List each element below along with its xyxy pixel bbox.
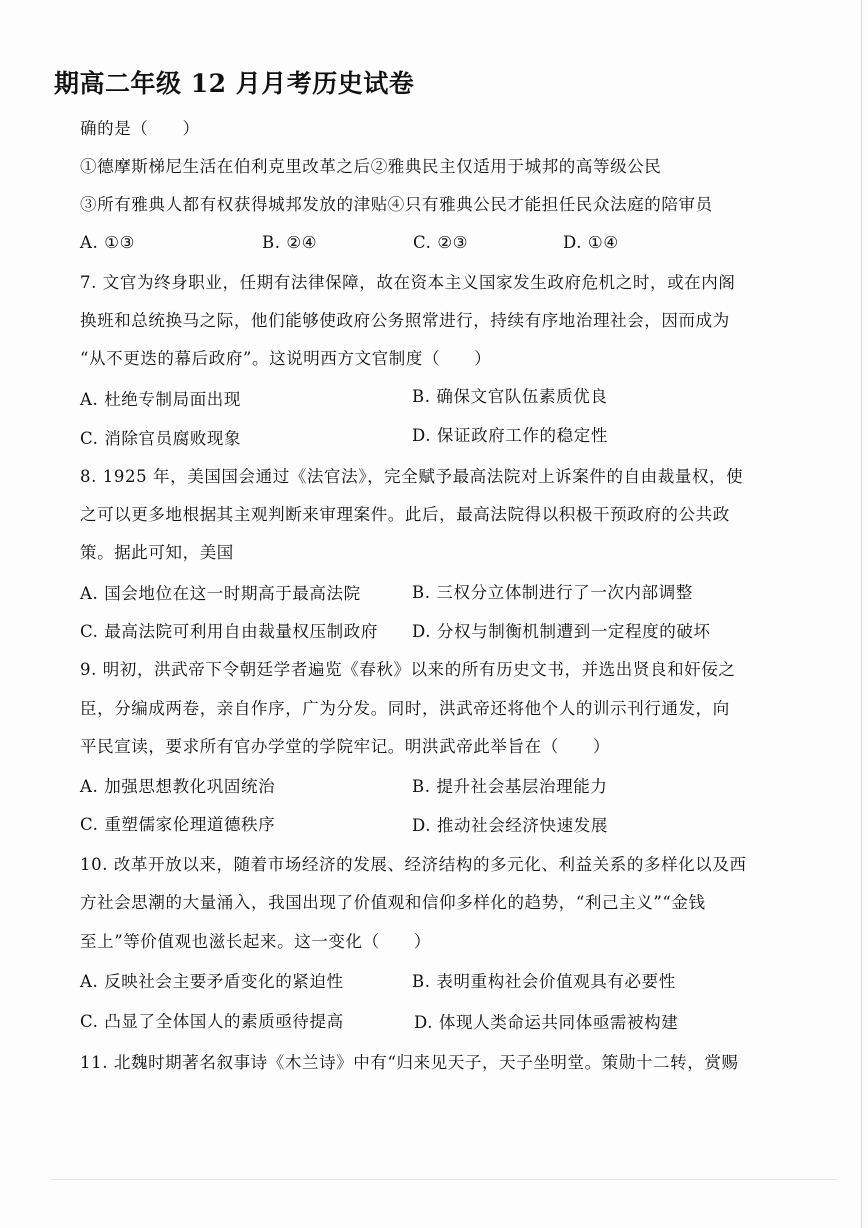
q8-option-d: D. 分权与制衡机制遭到一定程度的破坏 [412,622,711,641]
q6-statement-3-4: ③所有雅典人都有权获得城邦发放的津贴④只有雅典公民才能担任民众法庭的陪审员 [80,195,713,214]
q6-statement-1-2: ①德摩斯梯尼生活在伯利克里改革之后②雅典民主仅适用于城邦的高等级公民 [80,157,662,176]
q8-option-a: A. 国会地位在这一时期高于最高法院 [80,584,361,603]
page-right-edge [861,0,862,1228]
q10-line-2: 方社会思潮的大量涌入，我国出现了价值观和信仰多样化的趋势，“利己主义”“金钱 [80,893,706,912]
q9-option-b: B. 提升社会基层治理能力 [412,777,608,796]
q7-option-c: C. 消除官员腐败现象 [80,429,242,448]
q8-line-2: 之可以更多地根据其主观判断来审理案件。此后，最高法院得以积极干预政府的公共政 [80,505,730,524]
q9-line-2: 臣，分编成两卷，亲自作序，广为分发。同时，洪武帝还将他个人的训示刊行通发，向 [80,699,730,718]
q6-option-a: A. ①③ [80,233,135,252]
q7-option-b: B. 确保文官队伍素质优良 [412,387,608,406]
q10-option-b: B. 表明重构社会价值观具有必要性 [412,972,676,991]
page-bottom-edge [50,1179,838,1180]
q10-option-a: A. 反映社会主要矛盾变化的紧迫性 [80,972,344,991]
q6-option-d: D. ①④ [563,233,619,252]
q10-line-1: 10. 改革开放以来，随着市场经济的发展、经济结构的多元化、利益关系的多样化以及西 [80,855,747,874]
q10-option-c: C. 凸显了全体国人的素质亟待提高 [80,1012,344,1031]
q8-line-3: 策。据此可知，美国 [80,543,234,562]
q9-line-3: 平民宣读，要求所有官办学堂的学院牢记。明洪武帝此举旨在（ ） [80,737,611,756]
q7-line-3: “从不更迭的幕后政府”。这说明西方文官制度（ ） [80,349,492,368]
q8-line-1: 8. 1925 年，美国国会通过《法官法》，完全赋予最高法院对上诉案件的自由裁量权，使 [80,467,744,486]
q11-line-1: 11. 北魏时期著名叙事诗《木兰诗》中有“归来见天子，天子坐明堂。策勋十二转，赏赐 [80,1053,739,1072]
q8-option-b: B. 三权分立体制进行了一次内部调整 [412,583,693,602]
q9-option-c: C. 重塑儒家伦理道德秩序 [80,815,276,834]
q9-option-d: D. 推动社会经济快速发展 [412,816,608,835]
exam-title: 期高二年级 12 月月考历史试卷 [54,69,415,98]
q10-option-d: D. 体现人类命运共同体亟需被构建 [414,1013,679,1032]
q7-line-2: 换班和总统换马之际，他们能够使政府公务照常进行，持续有序地治理社会，因而成为 [80,311,730,330]
q6-stem-tail: 确的是（ ） [80,119,200,138]
q8-option-c: C. 最高法院可利用自由裁量权压制政府 [80,622,378,641]
q6-option-b: B. ②④ [262,233,318,252]
q6-option-c: C. ②③ [413,233,469,252]
q7-option-d: D. 保证政府工作的稳定性 [412,426,608,445]
q9-line-1: 9. 明初，洪武帝下令朝廷学者遍览《春秋》以来的所有历史文书，并选出贤良和奸佞之 [80,660,736,679]
q10-line-3: 至上”等价值观也滋长起来。这一变化（ ） [80,932,432,951]
q7-line-1: 7. 文官为终身职业，任期有法律保障，故在资本主义国家发生政府危机之时，或在内阁 [80,273,736,292]
q7-option-a: A. 杜绝专制局面出现 [80,390,242,409]
q9-option-a: A. 加强思想教化巩固统治 [80,777,276,796]
